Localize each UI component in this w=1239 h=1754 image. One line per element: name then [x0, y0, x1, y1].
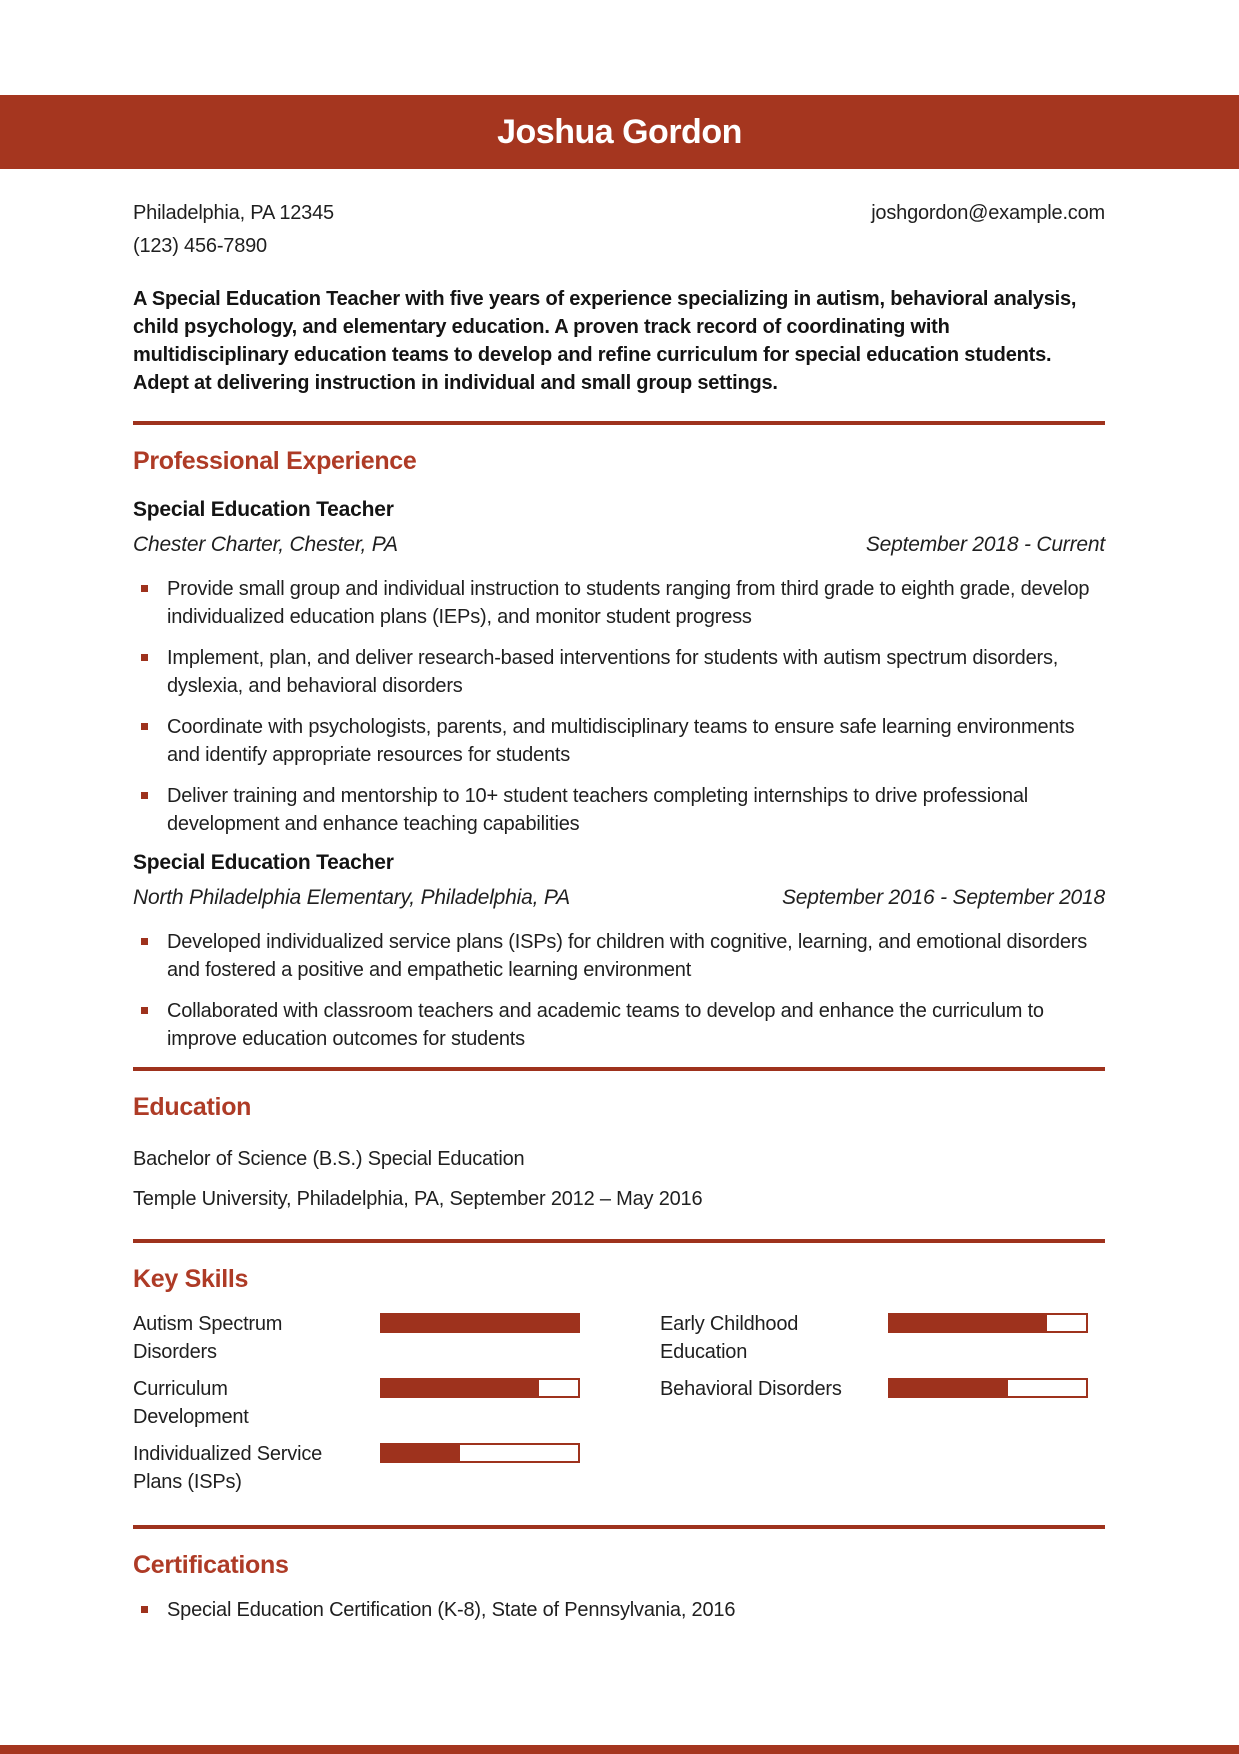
skill-item: [660, 1375, 1088, 1431]
job-bullet-list: [133, 928, 1105, 1053]
skill-level-bar: [888, 1378, 1088, 1398]
job-meta-row: [133, 884, 1105, 912]
job-dates: September 2016 - September 2018: [781, 886, 1105, 909]
skill-name: Individualized Service Plans (ISPs): [133, 1443, 323, 1493]
skill-item: [133, 1440, 580, 1496]
section-heading-education: Education: [133, 1093, 252, 1121]
skill-item: [660, 1310, 1088, 1366]
job-bullet: Coordinate with psychologists, parents, and multidisciplinary teams to ensure safe learning environments and identify appropriate resources for students: [133, 713, 1105, 769]
contact-section: [133, 197, 1105, 263]
contact-right-column: [871, 197, 1105, 263]
skill-item: [133, 1310, 580, 1366]
contact-location: Philadelphia, PA 12345: [133, 202, 334, 224]
job-company: Chester Charter, Chester, PA: [133, 533, 398, 556]
section-heading-key-skills: Key Skills: [133, 1265, 249, 1293]
job-entry: [133, 498, 1105, 838]
job-bullet: Collaborated with classroom teachers and academic teams to develop and enhance the curriculum to improve education outcomes for students: [133, 997, 1105, 1053]
professional-summary: A Special Education Teacher with five years of experience specializing in autism, behavioral analysis, child psychology, and elementary education. A proven track record of coordinating with multidisciplinary education teams to develop and refine curriculum for special education students. Adept at delivering instruction in individual and small group settings.: [133, 288, 1077, 394]
skill-level-bar: [888, 1313, 1088, 1333]
footer-accent-band: [0, 1745, 1239, 1754]
certification-item: Special Education Certification (K-8), State of Pennsylvania, 2016: [133, 1596, 1105, 1624]
skills-column-left: [133, 1310, 580, 1505]
contact-left-column: [133, 197, 334, 263]
job-title: Special Education Teacher: [133, 851, 394, 874]
skill-name: Curriculum Development: [133, 1378, 249, 1428]
job-bullet-list: [133, 575, 1105, 838]
section-divider: [133, 1525, 1105, 1529]
job-bullet: Provide small group and individual instruction to students ranging from third grade to eighth grade, develop individualized education plans (IEPs), and monitor student progress: [133, 575, 1105, 631]
person-name: Joshua Gordon: [497, 112, 742, 151]
contact-phone: (123) 456-7890: [133, 235, 267, 257]
skill-level-fill: [382, 1315, 578, 1331]
section-divider: [133, 1067, 1105, 1071]
skill-level-fill: [890, 1315, 1047, 1331]
skill-level-bar: [380, 1313, 580, 1333]
name-header-band: [0, 95, 1239, 169]
job-company: North Philadelphia Elementary, Philadelphia, PA: [133, 886, 570, 909]
skill-name: Early Childhood Education: [660, 1313, 799, 1363]
section-divider: [133, 1239, 1105, 1243]
skills-column-right: [660, 1310, 1088, 1505]
section-heading-certifications: Certifications: [133, 1551, 289, 1579]
education-school: Temple University, Philadelphia, PA, September 2012 – May 2016: [133, 1188, 703, 1210]
job-title: Special Education Teacher: [133, 498, 394, 521]
skill-level-fill: [382, 1445, 460, 1461]
skill-name: Behavioral Disorders: [660, 1378, 842, 1400]
section-divider: [133, 421, 1105, 425]
contact-email: joshgordon@example.com: [871, 202, 1105, 224]
skill-item: [133, 1375, 580, 1431]
skill-name: Autism Spectrum Disorders: [133, 1313, 283, 1363]
skill-level-fill: [890, 1380, 1008, 1396]
skill-level-bar: [380, 1378, 580, 1398]
skill-level-bar: [380, 1443, 580, 1463]
job-bullet: Deliver training and mentorship to 10+ student teachers completing internships to drive professional development and enhance teaching capabilities: [133, 782, 1105, 838]
job-dates: September 2018 - Current: [865, 533, 1105, 556]
resume-content: [133, 197, 1105, 1624]
skills-grid: [133, 1310, 1105, 1505]
job-bullet: Developed individualized service plans (ISPs) for children with cognitive, learning, and emotional disorders and fostered a positive and empathetic learning environment: [133, 928, 1105, 984]
education-degree: Bachelor of Science (B.S.) Special Education: [133, 1148, 525, 1170]
skill-level-fill: [382, 1380, 539, 1396]
certifications-list: [133, 1596, 1105, 1624]
job-meta-row: [133, 531, 1105, 559]
job-entry: [133, 851, 1105, 1053]
job-bullet: Implement, plan, and deliver research-based interventions for students with autism spectrum disorders, dyslexia, and behavioral disorders: [133, 644, 1105, 700]
section-heading-experience: Professional Experience: [133, 447, 417, 475]
